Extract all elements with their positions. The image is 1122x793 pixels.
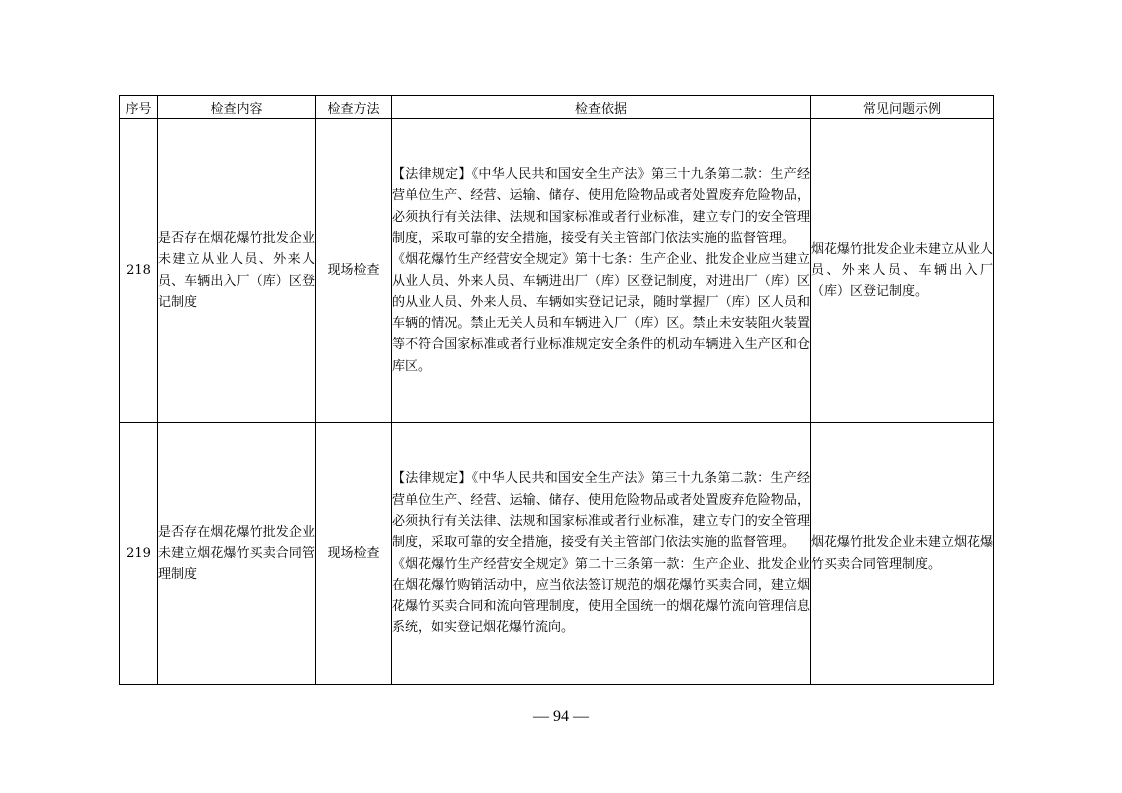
basis-paragraph: 【法律规定】《中华人民共和国安全生产法》第三十九条第二款：生产经营单位生产、经营、运输、储存、使用危险物品或者处置废弃危险物品，必须执行有关法律、法规和国家标准或者行业标准，建立专门的安全管理制度，采取可靠的安全措施，接受有关主管部门依法实施的监督管理。 [392,167,810,246]
header-basis: 检查依据 [392,96,811,119]
basis-paragraph: 《烟花爆竹生产经营安全规定》第二十三条第一款：生产企业、批发企业在烟花爆竹购销活动中，应当依法签订规范的烟花爆竹买卖合同，建立烟花爆竹买卖合同和流向管理制度，使用全国统一的烟花爆竹流向管理信息系统，如实登记烟花爆竹流向。 [392,556,810,636]
check-content: 是否存在烟花爆竹批发企业未建立从业人员、外来人员、车辆出入厂（库）区登记制度 [158,119,316,423]
common-issue: 烟花爆竹批发企业未建立从业人员、外来人员、车辆出入厂（库）区登记制度。 [811,119,994,423]
table-row [120,119,994,423]
common-issue: 烟花爆竹批发企业未建立烟花爆竹买卖合同管理制度。 [811,423,994,685]
header-content: 检查内容 [158,96,316,119]
basis-paragraph: 《烟花爆竹生产经营安全规定》第十七条：生产企业、批发企业应当建立从业人员、外来人员、车辆进出厂（库）区登记制度，对进出厂（库）区的从业人员、外来人员、车辆如实登记记录，随时掌握厂（库）区人员和车辆的情况。禁止无关人员和车辆进入厂（库）区。禁止未安装阻火装置等不符合国家标准或者行业标准规定安全条件的机动车辆进入生产区和仓库区。 [392,252,810,374]
check-content: 是否存在烟花爆竹批发企业未建立烟花爆竹买卖合同管理制度 [158,423,316,685]
basis-paragraph: 【法律规定】《中华人民共和国安全生产法》第三十九条第二款：生产经营单位生产、经营、运输、储存、使用危险物品或者处置废弃危险物品，必须执行有关法律、法规和国家标准或者行业标准，建立专门的安全管理制度，采取可靠的安全措施，接受有关主管部门依法实施的监督管理。 [392,471,810,551]
page-number: — 94 — [533,708,589,725]
row-number: 218 [120,119,158,423]
header-num: 序号 [120,96,158,119]
inspection-table [119,95,994,685]
header-method: 检查方法 [316,96,392,119]
check-method: 现场检查 [316,423,392,685]
row-number: 219 [120,423,158,685]
table-row [120,423,994,685]
check-basis [392,119,811,423]
check-basis [392,423,811,685]
check-method: 现场检查 [316,119,392,423]
header-issue: 常见问题示例 [811,96,994,119]
header-row [120,96,994,119]
